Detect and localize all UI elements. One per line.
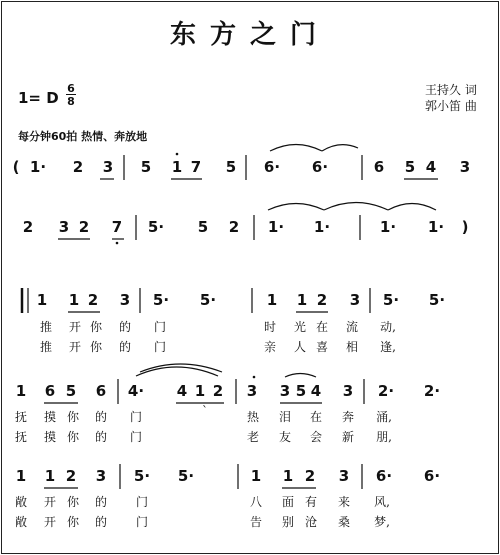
note: 3 <box>102 158 114 176</box>
lyric: 开 <box>68 320 82 334</box>
note: 1 <box>36 291 48 309</box>
note: 2 <box>304 467 316 485</box>
note: 1· <box>267 218 285 236</box>
note: 2· <box>377 382 395 400</box>
note: 5 <box>65 382 77 400</box>
lyric: 门 <box>153 340 167 354</box>
lyric: 泪 <box>278 410 292 424</box>
lyric: 门 <box>153 320 167 334</box>
note: 5· <box>152 291 170 309</box>
note: ) <box>461 218 469 236</box>
note: 4 <box>310 382 322 400</box>
note: 3 <box>349 291 361 309</box>
lyric: 开 <box>43 495 57 509</box>
note: 1 <box>171 158 183 176</box>
note: 3 <box>342 382 354 400</box>
note: 1 <box>266 291 278 309</box>
note: 5 <box>404 158 416 176</box>
lyric: 推 <box>39 340 53 354</box>
lyric: 抚 <box>14 430 28 444</box>
lyricist-credit: 王持久 词 <box>425 83 477 97</box>
lyric: 别 <box>281 515 295 529</box>
lyric: 有 <box>304 495 318 509</box>
note: 3 <box>279 382 291 400</box>
note: 6· <box>375 467 393 485</box>
note: 5 <box>295 382 307 400</box>
note: 2 <box>65 467 77 485</box>
note: 1· <box>313 218 331 236</box>
lyric: 推 <box>39 320 53 334</box>
note: 6· <box>423 467 441 485</box>
lyric: 喜 <box>315 340 329 354</box>
lyric-mark: ` <box>202 404 208 418</box>
lyric: 你 <box>89 320 103 334</box>
lyric: 亲 <box>263 340 277 354</box>
lyric: 开 <box>43 515 57 529</box>
lyric: 会 <box>309 430 323 444</box>
lyric: 光 <box>293 320 307 334</box>
note: 5· <box>382 291 400 309</box>
note: 3 <box>459 158 471 176</box>
lyric: 在 <box>315 320 329 334</box>
lyric: 沧 <box>304 515 318 529</box>
lyric: 的 <box>118 320 132 334</box>
note: 1 <box>282 467 294 485</box>
note: 2 <box>228 218 240 236</box>
lyric: 热 <box>246 410 260 424</box>
note: 1· <box>29 158 47 176</box>
song-title: 东方之门 <box>169 20 330 50</box>
lyric: 梦, <box>374 515 390 529</box>
lyric: 你 <box>66 495 80 509</box>
note: 3 <box>119 291 131 309</box>
lyric: 八 <box>249 495 263 509</box>
lyric: 涌, <box>376 410 392 424</box>
lyric: 新 <box>341 430 355 444</box>
note: 1 <box>250 467 262 485</box>
note: 2 <box>72 158 84 176</box>
lyric: 的 <box>94 495 108 509</box>
note: 1 <box>15 467 27 485</box>
lyric: 相 <box>345 340 359 354</box>
lyric: 动, <box>380 320 396 334</box>
note: 2 <box>316 291 328 309</box>
lyric: 的 <box>94 430 108 444</box>
lyric: 门 <box>135 515 149 529</box>
note: 4 <box>176 382 188 400</box>
note: 7 <box>111 218 123 236</box>
note: 6 <box>44 382 56 400</box>
lyric: 友 <box>278 430 292 444</box>
note: 6 <box>95 382 107 400</box>
note: 7 <box>190 158 202 176</box>
lyric: 人 <box>293 340 307 354</box>
lyric: 在 <box>309 410 323 424</box>
lyric: 朋, <box>376 430 392 444</box>
note: 1 <box>194 382 206 400</box>
lyric: 时 <box>263 320 277 334</box>
note: 5· <box>177 467 195 485</box>
lyric: 门 <box>129 430 143 444</box>
note: 1· <box>427 218 445 236</box>
note: 5 <box>140 158 152 176</box>
note: 2 <box>78 218 90 236</box>
lyric: 的 <box>94 410 108 424</box>
lyric: 抚 <box>14 410 28 424</box>
lyric: 开 <box>68 340 82 354</box>
key-signature: 1= D <box>18 89 59 107</box>
note: 2· <box>423 382 441 400</box>
note: 4· <box>127 382 145 400</box>
note: 2 <box>87 291 99 309</box>
lyric: 老 <box>246 430 260 444</box>
lyric: 你 <box>66 430 80 444</box>
note: 1 <box>68 291 80 309</box>
note: 3 <box>58 218 70 236</box>
note: 3 <box>338 467 350 485</box>
note: 2 <box>212 382 224 400</box>
note: 4 <box>425 158 437 176</box>
note: 6 <box>373 158 385 176</box>
lyric: 逢, <box>380 340 396 354</box>
note: 5· <box>199 291 217 309</box>
lyric: 风, <box>374 495 390 509</box>
lyric: 桑 <box>337 515 351 529</box>
lyric: 敞 <box>14 515 28 529</box>
lyric: 奔 <box>341 410 355 424</box>
time-sig-top: 6 <box>67 82 75 95</box>
tempo-marking: 每分钟60拍 热情、奔放地 <box>18 130 148 143</box>
note: 6· <box>263 158 281 176</box>
note: 5 <box>225 158 237 176</box>
note: 3 <box>246 382 258 400</box>
composer-credit: 郭小笛 曲 <box>425 99 477 113</box>
note: 5 <box>197 218 209 236</box>
lyric: 流 <box>345 320 359 334</box>
note: 1 <box>44 467 56 485</box>
lyric: 摸 <box>43 430 57 444</box>
note: 6· <box>311 158 329 176</box>
note: 2 <box>22 218 34 236</box>
note: 5· <box>147 218 165 236</box>
lyric: 的 <box>118 340 132 354</box>
note: ( <box>12 158 20 176</box>
lyric: 敞 <box>14 495 28 509</box>
lyric: 你 <box>66 515 80 529</box>
note: 5· <box>133 467 151 485</box>
lyric: 你 <box>89 340 103 354</box>
lyric: 门 <box>129 410 143 424</box>
lyric: 摸 <box>43 410 57 424</box>
note: 3 <box>95 467 107 485</box>
note: 1· <box>379 218 397 236</box>
lyric: 你 <box>66 410 80 424</box>
lyric: 告 <box>249 515 263 529</box>
time-sig-bottom: 8 <box>67 95 75 108</box>
note: 5· <box>428 291 446 309</box>
lyric: 面 <box>281 495 295 509</box>
lyric: 门 <box>135 495 149 509</box>
lyric: 来 <box>337 495 351 509</box>
note: 1 <box>15 382 27 400</box>
lyric: 的 <box>94 515 108 529</box>
note: 1 <box>296 291 308 309</box>
